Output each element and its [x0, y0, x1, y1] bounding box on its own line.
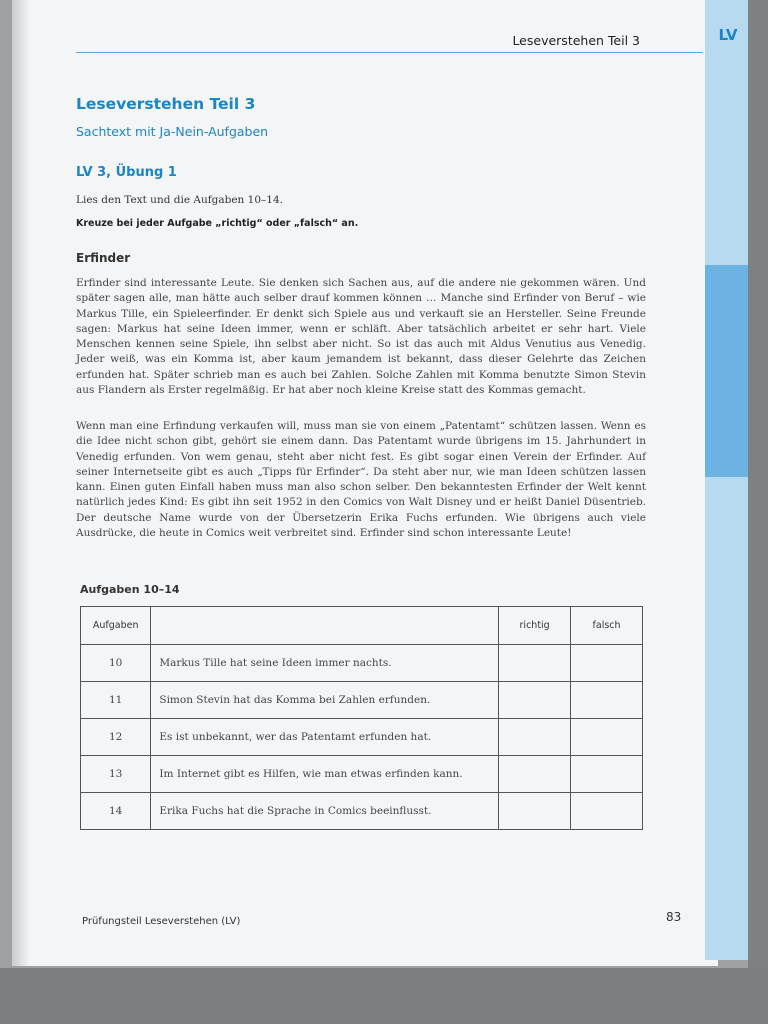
table-row: [81, 719, 643, 756]
table-caption: Aufgaben 10–14: [80, 583, 180, 596]
richtig-checkbox-cell[interactable]: [499, 645, 571, 682]
table-header-row: [81, 607, 643, 645]
task-instruction: Kreuze bei jeder Aufgabe „richtig“ oder „falsch“ an.: [76, 218, 359, 229]
task-statement: Im Internet gibt es Hilfen, wie man etwas erfinden kann.: [151, 756, 499, 793]
reading-paragraph: Erfinder sind interessante Leute. Sie denken sich Sachen aus, auf die andere nie gekommen wären. Und später sagen alle, man hätte auch selber drauf kommen können … Manche sind Erfinder von Beruf – wie Markus Tille, ein Spieleerfinder. Er denkt sich Spiele aus und verkauft sie an Hersteller. Seine Freunde sagen: Markus hat seine Ideen immer, wenn er schläft. Aber tatsächlich arbeitet er sehr hart. Viele Menschen kennen seine Spiele, ihn selbst aber nicht. So ist das auch mit Aldus Venutius aus Venedig. Jeder weiß, was ein Komma ist, aber kaum jemandem ist bekannt, dass dieser Gelehrte das Zeichen erfunden hat. Später schrieb man es auch bei Zahlen. Solche Zahlen mit Komma benutzte Simon Stevin aus Flandern als Erster regelmäßig. Er hat aber noch kleine Kreise statt des Kommas gemacht.: [76, 277, 646, 397]
richtig-checkbox-cell[interactable]: [499, 682, 571, 719]
reading-paragraph: Wenn man eine Erfindung verkaufen will, muss man sie von einem „Patentamt“ schützen lassen. Wenn es die Idee nicht schon gibt, gehört sie einem dann. Das Patentamt wurde übrigens im 15. Jahrhundert in Venedig erfunden. Von wem genau, steht aber nicht fest. Es gibt sogar einen Verein der Erfinder. Auf seiner Internetseite gibt es auch „Tipps für Erfinder“. Da steht aber nur, wie man Ideen schützen lassen kann. Einen guten Einfall haben muss man also schon selber. Den bekanntesten Erfinder der Welt kennt natürlich jedes Kind: Es gibt ihn seit 1952 in den Comics von Walt Disney und er heißt Daniel Düsentrieb. Der deutsche Name wurde von der Übersetzerin Erika Fuchs erfunden. Wie übrigens auch viele Ausdrücke, die heute in Comics weit verbreitet sind. Erfinder sind schon interessante Leute!: [76, 420, 646, 540]
footer-label: Prüfungsteil Leseverstehen (LV): [82, 916, 241, 927]
task-statement: Erika Fuchs hat die Sprache in Comics beeinflusst.: [151, 793, 499, 830]
column-header-richtig: richtig: [499, 607, 571, 645]
column-header-falsch: falsch: [571, 607, 643, 645]
instruction-text: Lies den Text und die Aufgaben 10–14.: [76, 194, 283, 206]
task-statement: Es ist unbekannt, wer das Patentamt erfunden hat.: [151, 719, 499, 756]
richtig-checkbox-cell[interactable]: [499, 719, 571, 756]
task-number: 14: [81, 793, 151, 830]
falsch-checkbox-cell[interactable]: [571, 756, 643, 793]
task-number: 12: [81, 719, 151, 756]
scan-background: [0, 968, 768, 1024]
book-edge: [748, 0, 768, 990]
falsch-checkbox-cell[interactable]: [571, 682, 643, 719]
table-row: [81, 756, 643, 793]
table-row: [81, 793, 643, 830]
page-gutter-shadow: [12, 0, 30, 966]
section-title: Leseverstehen Teil 3: [76, 95, 256, 113]
column-header-tasks: Aufgaben: [81, 607, 151, 645]
exercise-heading: LV 3, Übung 1: [76, 165, 177, 180]
page-number: 83: [666, 910, 682, 924]
task-number: 10: [81, 645, 151, 682]
header-rule: [76, 52, 703, 53]
richtig-checkbox-cell[interactable]: [499, 793, 571, 830]
section-subtitle: Sachtext mit Ja-Nein-Aufgaben: [76, 124, 269, 139]
section-tab: LV: [718, 26, 738, 44]
table-row: [81, 682, 643, 719]
falsch-checkbox-cell[interactable]: [571, 719, 643, 756]
reading-text-title: Erfinder: [76, 251, 131, 265]
falsch-checkbox-cell[interactable]: [571, 793, 643, 830]
richtig-checkbox-cell[interactable]: [499, 756, 571, 793]
falsch-checkbox-cell[interactable]: [571, 645, 643, 682]
column-header-statement: [151, 607, 499, 645]
task-statement: Markus Tille hat seine Ideen immer nachts.: [151, 645, 499, 682]
task-number: 13: [81, 756, 151, 793]
task-statement: Simon Stevin hat das Komma bei Zahlen erfunden.: [151, 682, 499, 719]
task-number: 11: [81, 682, 151, 719]
table-row: [81, 645, 643, 682]
tasks-table: [80, 606, 643, 830]
running-head: Leseverstehen Teil 3: [512, 33, 640, 48]
